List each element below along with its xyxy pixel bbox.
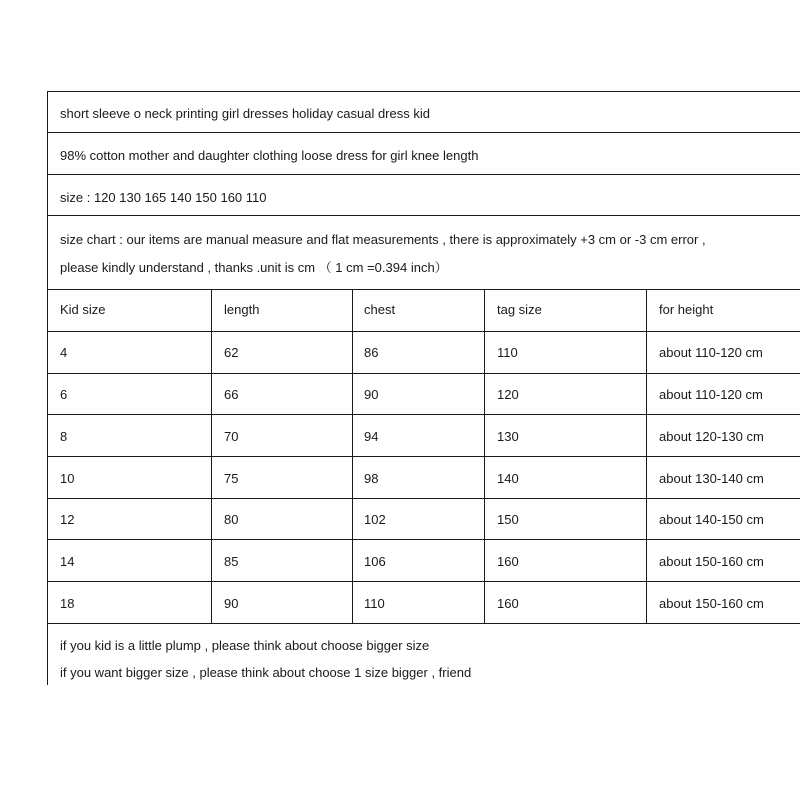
available-sizes: size : 120 130 165 140 150 160 110 [60,190,267,205]
rule-after-material [47,174,800,175]
col-rule-3 [484,289,485,623]
rule-after-row-1 [47,373,800,374]
cell-kid-size: 6 [60,387,68,402]
footer-note-line-1: if you kid is a little plump , please think about choose bigger size [60,638,430,653]
cell-tag-size: 110 [497,345,518,360]
header-kid-size: Kid size [60,302,106,317]
cell-chest: 94 [364,429,379,444]
cell-length: 90 [224,596,239,611]
material-description: 98% cotton mother and daughter clothing loose dress for girl knee length [60,148,479,163]
cell-for-height: about 110-120 cm [659,387,763,402]
cell-kid-size: 12 [60,512,75,527]
cell-kid-size: 4 [60,345,68,360]
cell-kid-size: 18 [60,596,75,611]
cell-length: 62 [224,345,239,360]
rule-after-row-6 [47,581,800,582]
size-chart-sheet [47,91,800,685]
cell-length: 70 [224,429,239,444]
footer-note-line-2: if you want bigger size , please think about choose 1 size bigger , friend [60,665,472,680]
cell-tag-size: 140 [497,471,519,486]
rule-after-row-4 [47,498,800,499]
col-rule-2 [352,289,353,623]
rule-after-note [47,289,800,290]
rule-left [47,91,48,685]
cell-chest: 106 [364,554,386,569]
rule-after-header [47,331,800,332]
rule-after-row-5 [47,539,800,540]
cell-kid-size: 8 [60,429,68,444]
rule-after-size [47,215,800,216]
cell-for-height: about 140-150 cm [659,512,764,527]
size-chart-note-line-1: size chart : our items are manual measure and flat measurements , there is approximately +3 cm or -3 cm error , [60,232,706,247]
cell-tag-size: 160 [497,596,519,611]
cell-length: 75 [224,471,239,486]
cell-length: 66 [224,387,239,402]
cell-for-height: about 130-140 cm [659,471,764,486]
header-length: length [224,302,260,317]
col-rule-1 [211,289,212,623]
rule-after-row-7 [47,623,800,624]
cell-tag-size: 160 [497,554,519,569]
cell-chest: 110 [364,596,385,611]
cell-tag-size: 130 [497,429,519,444]
cell-tag-size: 150 [497,512,519,527]
cell-chest: 86 [364,345,379,360]
rule-after-row-3 [47,456,800,457]
cell-kid-size: 10 [60,471,75,486]
cell-for-height: about 150-160 cm [659,554,764,569]
cell-for-height: about 120-130 cm [659,429,764,444]
cell-chest: 102 [364,512,386,527]
cell-length: 85 [224,554,239,569]
cell-kid-size: 14 [60,554,75,569]
header-for-height: for height [659,302,714,317]
header-chest: chest [364,302,396,317]
cell-for-height: about 150-160 cm [659,596,764,611]
rule-after-title [47,132,800,133]
cell-length: 80 [224,512,239,527]
size-chart-note-line-2: please kindly understand , thanks .unit is cm （ 1 cm =0.394 inch） [60,260,448,275]
cell-tag-size: 120 [497,387,519,402]
cell-chest: 90 [364,387,379,402]
cell-chest: 98 [364,471,379,486]
rule-after-row-2 [47,414,800,415]
rule-top [47,91,800,92]
cell-for-height: about 110-120 cm [659,345,763,360]
col-rule-4 [646,289,647,623]
header-tag-size: tag size [497,302,542,317]
product-title: short sleeve o neck printing girl dresses holiday casual dress kid [60,106,430,121]
